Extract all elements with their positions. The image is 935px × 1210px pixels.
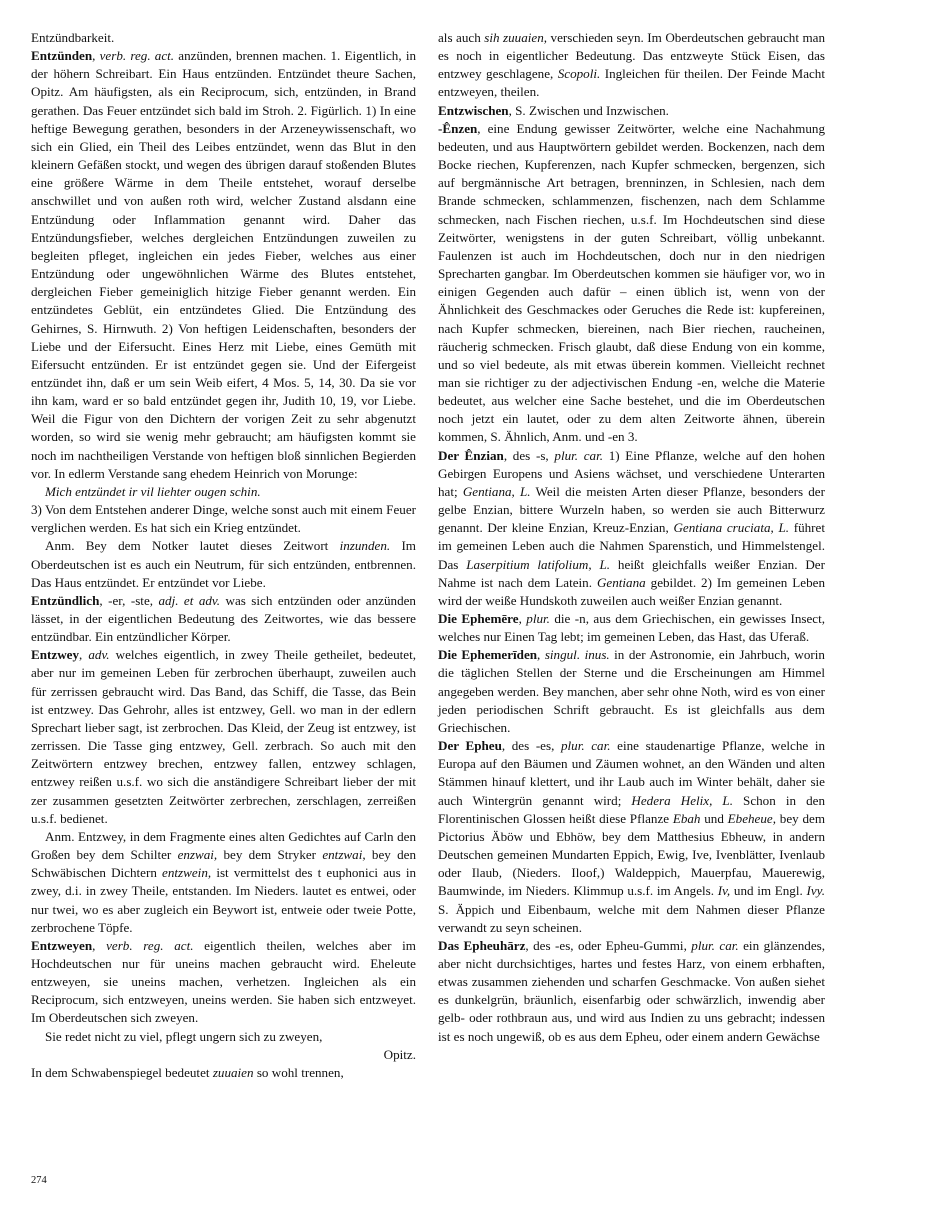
italic-text: inzunden. bbox=[339, 538, 391, 554]
italic-text: Ebah bbox=[672, 810, 701, 826]
entry-text: , -er, -ste, bbox=[99, 592, 159, 608]
entry-text: Sie redet nicht zu viel, pflegt ungern sich zu zweyen, bbox=[45, 1028, 323, 1044]
entry-text: eigentlich theilen, welches aber im Hochdeutschen nur für uneins machen gebraucht wird. Eheleute entzweyen, sie uneins machen, verhetzen. Ingleichen als ein Reciprocum, sich entzweyen, uneins werden. Sie haben sich entzweyet. Im Oberdeutschen sich zweyen. bbox=[31, 937, 416, 1026]
italic-text: zuuaien bbox=[212, 1064, 254, 1080]
right-column bbox=[438, 29, 825, 1046]
entry-text: welches eigentlich, in zwey Theile getheilet, bedeutet, aber nur im gemeinen Leben für zerbrochen überhaupt, zuweilen auch für zerrissen gebraucht wird. Das Band, das Schiff, die Tasse, das Bein ist entzwey. Das Gehrohr, alles ist entzwey, Gell. wo man in der edlern Sprechart lieber sagt, ist zerbrochen. Das Kleid, der Zeug ist entzwey, ist zerrissen. Die Tasse ging entzwey, Gell. zerbrach. So auch mit den Zeitwörtern entzwey brechen, entzwey fallen, entzwey schlagen, entzwey reißen u.s.f. wo sich die anständigere Schreibart lieber der mit zer zusammen gesetzten Zeitwörter zerbrechen, zerschlagen, zerreißen u.s.f. bedienet. bbox=[31, 647, 416, 826]
entry-paragraph bbox=[31, 501, 416, 537]
entry-text: , bbox=[79, 647, 89, 663]
entry-text: Weil die meisten Arten dieser Pflanze, besonders der gelbe Enzian, bittere Wurzeln haben, so werden sie auch Bitterwurz genannt. Der kleine Enzian, Kreuz-Enzian, bbox=[438, 483, 825, 536]
entry-text: 3) Von dem Entstehen anderer Dinge, welche sonst auch mit einem Feuer verglichen werden. Es hat sich ein Krieg entzündet. bbox=[31, 502, 416, 536]
entry-text: bey dem Stryker bbox=[217, 847, 323, 863]
entry-text: anzünden, brennen machen. 1. Eigentlich, in der höhern Schreibart. Ein Haus entzünden. Entzündet theure Sachen, Opitz. Am häufigsten, als ein Reciprocum, sich, entzünden, in Brand gerathen. Das Feuer entzündet sich bald im Stroh. 2. Figürlich. 1) In eine heftige Bewegung gerathen, besonders in der Arzeneywissenschaft, wo sich ein Glied, ein Theil des Leibes entzündet, wenn das Blut in den kleinern Gefäßen stockt, und wegen des übrigen darauf stoßenden Blutes eine größere Wärme in dem Theile entstehet, worauf derselbe anschwillet und von außen roth wird, welcher Zustand alsdann eine Entzündung oder Inflammation genannt wird. Daher das Entzündungsfieber, welches dergleichen Entzündungen zuweilen zu begleiten pfleget, ingleichen ein jedes Fieber, welches aus einer Entzündung oder ungewöhnlichen Wärme des Blutes entstehet, dergleichen Fieber gemeiniglich hitzige Fieber genannt werden. Ein entzündetes Geblüt, ein entzündetes Glied. Die Entzündung des Gehirnes, S. Hirnwuth. 2) Von heftigen Leidenschaften, besonders der Liebe und der Eifersucht. Eines Herz mit Liebe, eines Gemüth mit Eifersucht entzünden. Er ist entzündet gegen sie. Und der Eifergeist entzündet ihn, daß er um sein Weib eifert, 4 Mos. 5, 14, 30. Da sie vor ihn kam, ward er so bald entzündet gegen ihr, Judith 10, 19, vor Liebe. Weil die Figur von den Dichtern der vorigen Zeit zu sehr abgenutzt worden, so wird sie wenig mehr gebraucht; am häufigsten kommt sie noch im nachtheiligen Verstande von heftigen bloß sinnlichen Begierden vor. In edlerm Verstande sang ehedem Heinrich von Morunge: bbox=[31, 48, 416, 481]
italic-text: entzwai, bbox=[322, 847, 366, 863]
italic-text: Ivy. bbox=[806, 883, 825, 899]
entry-paragraph bbox=[31, 47, 416, 483]
italic-text: Gentiana cruciata, L. bbox=[673, 520, 790, 536]
entry-text: die -n, aus dem Griechischen, ein gewisses Insect, welches nur Einen Tag lebt; im gemeinen Leben, das Hast, das Uferaß. bbox=[438, 611, 826, 645]
italic-text: Hedera Helix, L. bbox=[631, 792, 733, 808]
italic-text: verb. reg. act. bbox=[99, 48, 175, 64]
entry-paragraph bbox=[31, 1028, 416, 1046]
entry-paragraph bbox=[438, 646, 825, 737]
italic-text: Gentiana bbox=[596, 574, 646, 590]
italic-text: Laserpitium latifolium, L. bbox=[466, 556, 611, 572]
italic-text: plur. car. bbox=[560, 738, 611, 754]
entry-text: Anm. Bey dem Notker lautet dieses Zeitwort bbox=[45, 538, 340, 554]
page-number: 274 bbox=[31, 1175, 47, 1186]
entry-text: was sich entzünden oder anzünden lässet, in der eigentlichen Bedeutung des Zeitwortes, wie das bessere entzündbar. Ein entzündlicher Körper. bbox=[31, 592, 416, 645]
headword: -Ênzen bbox=[438, 120, 478, 136]
entry-text: Anm. Entzwey, in dem Fragmente eines alten Gedichtes auf Carln den Großen bey dem Schilter bbox=[31, 828, 416, 863]
entry-paragraph bbox=[438, 29, 825, 102]
entry-text: bey dem Pictorius Äböw und Ebhöw, bey dem Matthesius Ebheuw, in andern Deutschen gemeinen Mundarten Eppich, Ewig, Ive, Ivenblätter, Ivenlaub oder Ilaub, (Nieders. Iloof,) Waldeppich, Mauerpfau, Mauerewig, Baumwinde, im Nieders. Klimmup u.s.f. im Angels. bbox=[438, 810, 825, 899]
italic-text: verb. reg. act. bbox=[106, 937, 194, 953]
entry-text: eine staudenartige Pflanze, welche in Europa auf den Bäumen und Zäumen wohnet, an den Wänden und alten Stämmen hinauf klettert, und ihr Laub auch im Winter behält, daher sie auch Wintergrün genannt wird; bbox=[438, 738, 826, 808]
italic-text: adj. et adv. bbox=[158, 592, 221, 608]
entry-paragraph bbox=[438, 937, 825, 1046]
headword: Die Ephemerīden bbox=[438, 647, 538, 663]
entry-text: bey den Schwäbischen Dichtern bbox=[31, 847, 416, 881]
entry-text: Im Oberdeutschen ist es auch ein Neutrum, für sich entzünden, entbrennen. Das Haus entzündet. Er entzündet vor Liebe. bbox=[31, 538, 416, 590]
italic-text: entzwein, bbox=[162, 865, 212, 881]
entry-paragraph bbox=[31, 828, 416, 937]
entry-text: , bbox=[92, 48, 100, 64]
entry-text: führet im gemeinen Leben auch die Nahmen Sparenstich, und Himmelstengel. Das bbox=[438, 520, 825, 572]
left-column bbox=[31, 29, 416, 1082]
italic-text: plur. car. bbox=[691, 937, 739, 953]
entry-text: ein glänzendes, aber nicht durchsichtiges, hartes und festes Harz, von einem erbhaften, etwas zusammen ziehenden und scharfen Geschmacke. Von außen siehet es dunkelgrün, bräunlich, eisenfarbig oder schwärzlich, inwendig aber gelb- oder rothbraun aus, und wird aus Indien zu uns gebracht; indessen ist es noch ungewiß, ob es aus dem Epheu, oder einem andern Gewächse bbox=[438, 937, 826, 1044]
entry-text: , eine Endung gewisser Zeitwörter, welche eine Nachahmung bedeuten, und aus Hauptwörtern gebildet werden. Bockenzen, nach dem Bocke riechen, Kupferenzen, nach Kupfer schmecken, bergenzen, sich auf bergmännische Art betragen, brenninzen, in Schlesien, nach dem Brande schmecken, schlammenzen, fischenzen, nach dem Schlamme schmecken, nach Fischen riechen, u.s.f. Im Hochdeutschen sind diese Zeitwörter, wenigstens in der guten Schreibart, völlig unbekannt. Faulenzen ist auch im Hochdeutschen, doch nur in den niedrigen Sprecharten gangbar. Im Oberdeutschen kommen sie häufiger vor, wo in einigen Gegenden auch dafür – einen üblich ist, wenn von der Ähnlichkeit des Geschmackes oder Geruches die Rede ist: kupfereinen, nach Kupfer schmecken, biereinen, nach Bier riechen, raucheinen, räucherig schmecken. Frisch glaubt, daß diese Endung von ein komme, und so viel bedeute, als mit etwas überein kommen. Vielleicht rechnet man sie richtiger zu der adjectivischen Endung -en, welche die Materie bedeutet, aus welcher eine Sache bestehet, und die im Oberdeutschen noch jetzt ein lautet, oder zu dem alten Zeitworte ähnen, überein kommen, S. Ähnlich, Anm. und -en 3. bbox=[438, 120, 825, 445]
entry-text: , bbox=[518, 611, 527, 626]
headword: Entzwey bbox=[31, 647, 80, 663]
entry-text: ist vermittelst des t euphonici aus in zwey, d.i. in zwey Theile, entstanden. Im Nieders. lautet es entwei, oder nur twei, wo es aber zugleich ein Beywort ist, entweie oder tweie Potte, zerbrochene Töpfe. bbox=[31, 865, 417, 935]
headword: Entzwischen bbox=[438, 102, 509, 118]
entry-text: , bbox=[92, 937, 107, 953]
entry-paragraph bbox=[31, 646, 416, 828]
entry-paragraph bbox=[31, 592, 416, 646]
entry-text: verschieden seyn. Im Oberdeutschen gebraucht man es noch in eigentlicher Bedeutung. Das entzweyte Stück Eisen, das entzwey geschlagene, bbox=[438, 30, 826, 82]
entry-text: heißt gleichfalls weißer Enzian. Der Nahme ist nach dem Latein. bbox=[438, 556, 825, 590]
entry-text: In dem Schwabenspiegel bedeutet bbox=[31, 1064, 213, 1080]
italic-text: Iv, bbox=[717, 883, 731, 899]
entry-paragraph bbox=[31, 483, 416, 501]
italic-text: Scopoli. bbox=[557, 66, 601, 82]
entry-paragraph bbox=[438, 610, 825, 646]
italic-text: Ebeheue, bbox=[727, 810, 777, 826]
entry-text: Ingleichen für theilen. Der Feinde Macht entzweyen, theilen. bbox=[438, 66, 825, 100]
entry-text: , des -s, bbox=[503, 447, 555, 463]
headword: Das Epheuhārz bbox=[438, 937, 526, 953]
entry-text: , bbox=[537, 647, 545, 663]
headword: Der Epheu bbox=[438, 738, 502, 754]
headword: Der Ênzian bbox=[438, 447, 504, 463]
entry-text: gebildet. 2) Im gemeinen Leben wird der weiße Hundskoth zuweilen auch weißer Enzian genannt. bbox=[438, 574, 825, 608]
entry-text: Schon in den Florentinischen Glossen heißt diese Pflanze bbox=[438, 792, 825, 826]
entry-paragraph bbox=[31, 1046, 416, 1064]
entry-text: in der Astronomie, ein Jahrbuch, worin die täglichen Stellen der Sterne und die Erscheinungen am Himmel angegeben werden. Bey manchen, aber sehr ohne Noth, wird es von einer jeden periodischen Schrift gebraucht. Es ist gleichfalls aus dem Griechischen. bbox=[438, 647, 825, 735]
italic-text: enzwai, bbox=[177, 847, 218, 863]
italic-text: singul. inus. bbox=[544, 647, 610, 663]
entry-text: , des -es, oder Epheu-Gummi, bbox=[525, 937, 692, 953]
entry-text: und im Engl. bbox=[730, 883, 807, 899]
headword: Entzündlich bbox=[31, 592, 100, 608]
italic-text: Gentiana, L. bbox=[462, 483, 531, 499]
entry-paragraph bbox=[438, 120, 825, 447]
entry-text: 1) Eine Pflanze, welche auf den hohen Gebirgen Europens und Asiens wächset, und verschiedene Unterarten hat; bbox=[438, 447, 826, 499]
entry-paragraph bbox=[438, 447, 825, 610]
headword: Entzünden bbox=[31, 48, 93, 64]
entry-paragraph bbox=[31, 537, 416, 591]
italic-text: plur. bbox=[526, 611, 550, 626]
entry-text: Opitz. bbox=[383, 1046, 416, 1062]
entry-paragraph bbox=[438, 737, 825, 937]
entry-text: und bbox=[700, 810, 728, 826]
entry-paragraph bbox=[31, 937, 416, 1028]
entry-text: so wohl trennen, bbox=[253, 1064, 344, 1080]
italic-text: Mich entzündet ir vil liehter ougen schin. bbox=[45, 483, 261, 499]
italic-text: sih zuuaien, bbox=[484, 30, 548, 45]
entry-text: Entzündbarkeit. bbox=[31, 30, 115, 45]
entry-paragraph bbox=[438, 102, 825, 120]
entry-paragraph bbox=[31, 1064, 416, 1082]
entry-text: , S. Zwischen und Inzwischen. bbox=[508, 102, 669, 118]
headword: Entzweyen bbox=[31, 937, 93, 953]
entry-text: , des -es, bbox=[501, 738, 561, 754]
headword: Die Ephemēre bbox=[438, 611, 519, 626]
italic-text: plur. car. bbox=[554, 447, 604, 463]
entry-text: S. Äppich und Eibenbaum, welche mit dem Nahmen dieser Pflanze verwandt zu seyn scheinen. bbox=[438, 901, 825, 935]
entry-paragraph bbox=[31, 29, 416, 47]
italic-text: adv. bbox=[88, 647, 110, 663]
entry-text: als auch bbox=[438, 30, 485, 45]
